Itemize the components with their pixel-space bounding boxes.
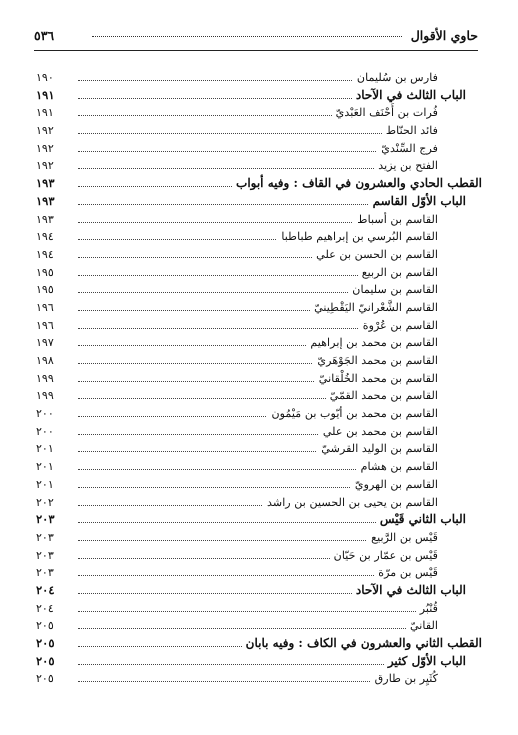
toc-chapter-heading	[36, 653, 482, 671]
header-leader-dots	[92, 36, 402, 37]
toc-entry	[36, 157, 482, 175]
entry-page-number: ٢٠٢	[36, 495, 54, 509]
leader-dots	[78, 664, 422, 665]
entry-title: القاسم بن الوليد القرشيّ	[317, 440, 482, 458]
entry-title: القاسم البُرسي بن إبراهيم طباطبا	[277, 228, 482, 246]
toc-chapter-heading	[36, 193, 482, 211]
toc-entry	[36, 600, 482, 618]
toc-chapter-heading	[36, 582, 482, 600]
entry-page-number: ٢٠١	[36, 460, 54, 474]
entry-title: القاسم بن محمد الجَوْهَريّ	[313, 352, 482, 370]
toc-entry	[36, 228, 482, 246]
toc-entry	[36, 299, 482, 317]
toc-entry	[36, 529, 482, 547]
entry-page-number: ١٩٦	[36, 318, 54, 332]
entry-page-number: ١٩٨	[36, 354, 54, 367]
entry-page-number: ١٩٤	[36, 247, 54, 261]
entry-page-number: ١٩٩	[36, 389, 54, 403]
entry-page-number: ٢٠٣	[36, 512, 55, 527]
entry-title: قَيْس بن مرّة	[374, 564, 482, 582]
leader-dots	[78, 628, 422, 629]
entry-page-number: ١٩٥	[36, 283, 54, 297]
entry-page-number: ٢٠٥	[36, 653, 55, 668]
entry-title: الفتح بن يزيد	[374, 157, 482, 175]
entry-title: الباب الثالث في الآحاد	[352, 582, 482, 600]
entry-page-number: ٢٠٣	[36, 530, 54, 544]
toc-entry	[36, 104, 482, 122]
toc-entry	[36, 334, 482, 352]
entry-page-number: ٢٠٥	[36, 672, 54, 686]
leader-dots	[78, 151, 422, 152]
toc-entry	[36, 617, 482, 635]
entry-title: القاسم بن الهرويّ	[351, 476, 482, 494]
toc-entry	[36, 317, 482, 335]
toc-chapter-heading	[36, 511, 482, 529]
entry-title: القطب الثاني والعشرون في الكاف : وفيه بابان	[242, 635, 482, 653]
toc-part-heading	[36, 635, 482, 653]
running-header	[34, 20, 478, 51]
entry-page-number: ٢٠٤	[36, 582, 55, 597]
toc-entry	[36, 387, 482, 405]
entry-title: فارس بن سُليمان	[353, 69, 482, 87]
toc-entry	[36, 140, 482, 158]
entry-title: القاسم بن سليمان	[348, 281, 482, 299]
entry-page-number: ١٩٣	[36, 193, 55, 208]
toc-entry	[36, 69, 482, 87]
entry-title: القاسم بن محمد بن أيّوب بن مَيْمُون	[267, 405, 482, 423]
entry-title: كُثَيِر بن طارق	[371, 670, 482, 688]
entry-page-number: ١٩٢	[36, 159, 54, 173]
entry-title: الباب الثاني قَيْس	[376, 511, 482, 529]
entry-page-number: ٢٠١	[36, 442, 54, 456]
leader-dots	[78, 522, 422, 523]
toc-entry	[36, 281, 482, 299]
entry-page-number: ١٩٤	[36, 230, 54, 244]
entry-page-number: ١٩٠	[36, 71, 54, 84]
toc-entry	[36, 494, 482, 512]
entry-title: القاسم بن الربيع	[358, 264, 482, 282]
entry-title: قَيْس بن الرَّبيع	[367, 529, 482, 547]
toc-entry	[36, 405, 482, 423]
entry-title: الباب الأوّل كثير	[384, 653, 482, 671]
entry-title: فُرات بن أَحْنَف العَبْديّ	[332, 104, 482, 122]
toc-entry	[36, 564, 482, 582]
entry-page-number: ٢٠٣	[36, 566, 54, 580]
entry-page-number: ١٩١	[36, 106, 54, 120]
entry-page-number: ١٩٧	[36, 336, 54, 350]
entry-page-number: ٢٠٥	[36, 636, 55, 650]
entry-page-number: ١٩٩	[36, 371, 54, 385]
entry-page-number: ٢٠٥	[36, 619, 54, 633]
toc-entry	[36, 547, 482, 565]
toc-entry	[36, 670, 482, 688]
entry-title: الباب الأوّل القاسم	[369, 193, 482, 211]
entry-page-number: ٢٠٠	[36, 407, 54, 421]
entry-title: القطب الحادي والعشرون في القاف : وفيه أبواب	[232, 175, 482, 193]
toc-entry	[36, 122, 482, 140]
entry-title: قُنْبُر	[416, 600, 482, 618]
entry-title: القاسم بن محمد القمّيّ	[326, 387, 482, 405]
entry-page-number: ٢٠٠	[36, 424, 54, 438]
entry-page-number: ١٩٥	[36, 265, 54, 279]
toc-chapter-heading	[36, 87, 482, 105]
toc-entry	[36, 264, 482, 282]
entry-page-number: ١٩٣	[36, 176, 55, 191]
leader-dots	[78, 133, 422, 134]
page-number: ٥٣٦	[34, 28, 55, 43]
entry-page-number: ١٩٢	[36, 141, 54, 155]
toc-entry	[36, 211, 482, 229]
toc-entry	[36, 423, 482, 441]
toc-entry	[36, 476, 482, 494]
entry-title: القاسم بن هشام	[357, 458, 482, 476]
leader-dots	[78, 168, 422, 169]
entry-page-number: ١٩١	[36, 87, 55, 102]
entry-page-number: ٢٠٣	[36, 548, 54, 562]
entry-page-number: ١٩٣	[36, 212, 54, 226]
entry-title: القانيّ	[406, 617, 482, 635]
entry-title: القاسم بن يحيى بن الحسين بن راشد	[263, 494, 482, 512]
toc-entry	[36, 246, 482, 264]
entry-title: الباب الثالث في الآحاد	[352, 87, 482, 105]
entry-page-number: ٢٠١	[36, 477, 54, 491]
entry-title: قَيْس بن عمّار بن حَيّان	[330, 547, 482, 565]
entry-title: القاسم بن محمد بن إبراهيم	[306, 334, 482, 352]
entry-page-number: ١٩٢	[36, 124, 54, 138]
entry-title: القاسم بن أسباط	[353, 211, 482, 229]
entry-title: القاسم بن عُرْوة	[359, 317, 482, 335]
toc-entry	[36, 352, 482, 370]
book-title: حاوي الأقوال	[410, 28, 478, 43]
entry-title: القاسم بن محمد الخُلْقانيّ	[315, 370, 482, 388]
entry-title: القاسم بن الحسن بن علي	[312, 246, 482, 264]
entry-title: فائد الحنّاط	[382, 122, 482, 140]
entry-page-number: ٢٠٤	[36, 601, 54, 615]
toc-part-heading	[36, 175, 482, 193]
toc-entry	[36, 458, 482, 476]
toc-entry	[36, 440, 482, 458]
entry-title: القاسم بن محمد بن علي	[319, 423, 482, 441]
entry-title: فرج السِّنْديّ	[377, 140, 482, 158]
entry-title: القاسم الشَّعْرانيّ اليَقْطِينيّ	[310, 299, 482, 317]
toc-entry	[36, 370, 482, 388]
leader-dots	[78, 611, 422, 612]
leader-dots	[78, 575, 422, 576]
entry-page-number: ١٩٦	[36, 300, 54, 314]
table-of-contents	[36, 69, 482, 688]
